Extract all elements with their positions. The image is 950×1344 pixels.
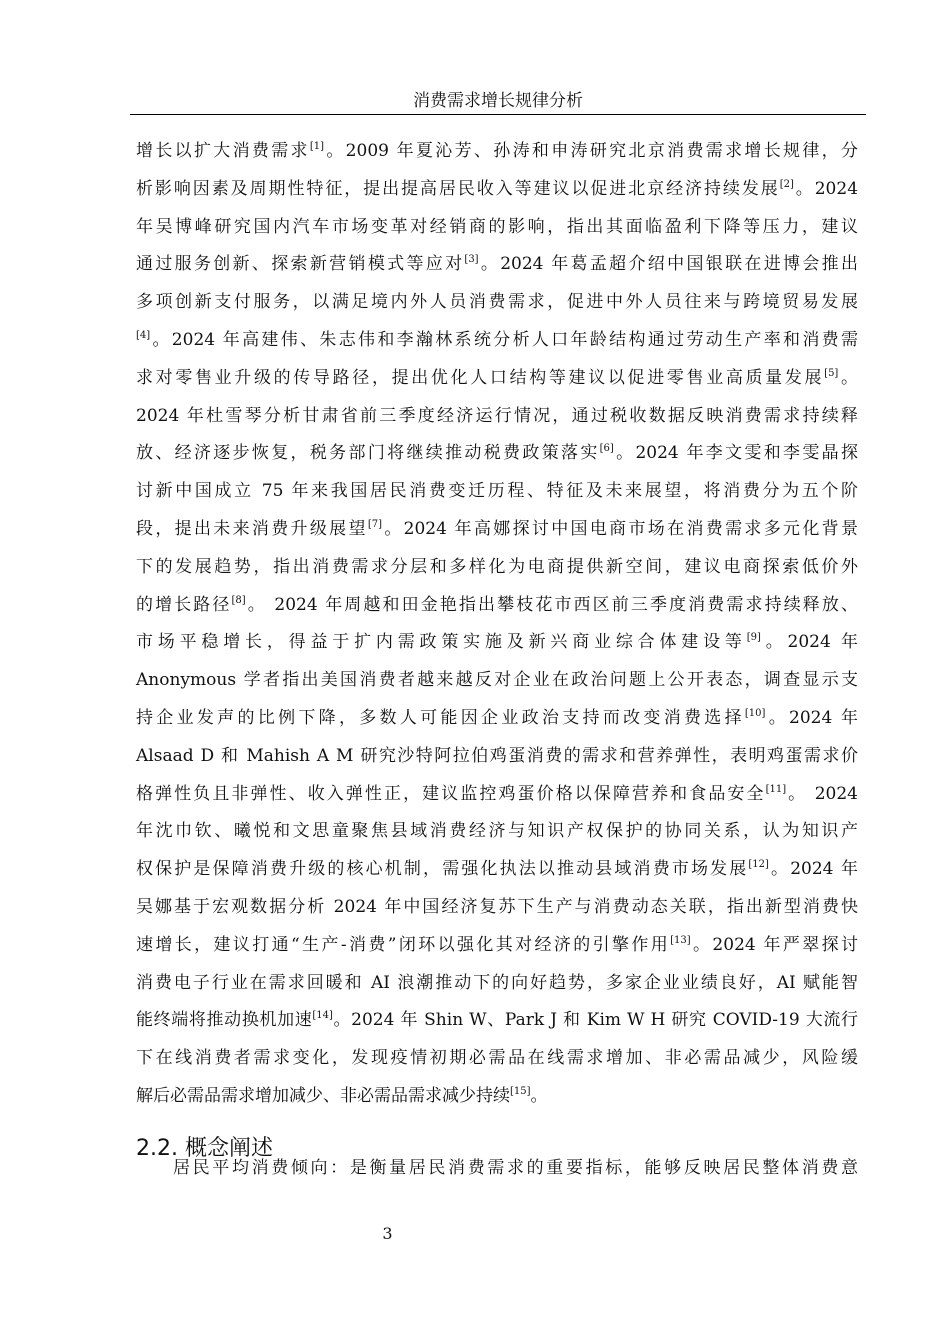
body-line [136, 813, 858, 851]
body-line-text: 增长以扩大消费需求 [136, 141, 310, 161]
body-line [136, 1040, 858, 1078]
body-line [136, 624, 858, 662]
body-line-text: 求对零售业升级的传导路径，提出优化人口结构等建议以促进零售业高质量发展 [136, 367, 825, 388]
body-line-tail: 。2024 年葛孟超介绍中国银联在进博会推出 [478, 254, 858, 275]
body-line-text: 解后必需品需求增加减少、非必需品需求减少持续 [136, 1085, 510, 1106]
citation-ref: [6] [599, 443, 614, 455]
body-line-text: 能终端将推动换机加速 [136, 1010, 313, 1031]
body-line [136, 1002, 858, 1040]
body-line-text: 析影响因素及周期性特征，提出提高居民收入等建议以促进北京经济持续发展 [136, 178, 780, 199]
running-header: 消费需求增长规律分析 [413, 91, 583, 111]
citation-ref: [13] [670, 934, 691, 946]
body-line-tail: 。2024 [793, 178, 859, 199]
body-line [136, 435, 858, 473]
body-line-text: 年沈巾钦、曦悦和文思童聚焦县域消费经济与知识产权保护的协同关系，认为知识产 [136, 821, 858, 842]
body-line [136, 549, 858, 587]
body-line-text: 市场平稳增长，得益于扩内需政策实施及新兴商业综合体建设等 [136, 632, 747, 653]
body-line-text: 权保护是保障消费升级的核心机制，需强化执法以推动县域消费市场发展 [136, 859, 749, 880]
body-line-tail: 。2024 年 [768, 859, 859, 880]
body-line-tail: 。2024 年 [765, 707, 858, 728]
citation-ref: [11] [765, 783, 787, 795]
body-line-text: 段，提出未来消费升级展望 [136, 518, 368, 539]
body-line [136, 889, 858, 927]
body-line [136, 587, 858, 625]
citation-ref: [1] [309, 141, 325, 152]
section-heading: 2.2. 概念阐述 [136, 1136, 273, 1162]
body-line-text: 吴娜基于宏观数据分析 2024 年中国经济复苏下生产与消费动态关联，指出新型消费快 [136, 896, 858, 917]
body-line-tail: 。 2024 年周越和田金艳指出攀枝花市西区前三季度消费需求持续释放、 [245, 594, 859, 615]
body-line-text: Anonymous 学者指出美国消费者越来越反对企业在政治问题上公开表态，调查显示支 [136, 670, 858, 691]
body-line [136, 171, 858, 209]
body-line [136, 360, 858, 398]
header-rule [130, 114, 866, 115]
body-paragraph [136, 133, 858, 1116]
body-line-text: 格弹性负且非弹性、收入弹性正，建议监控鸡蛋价格以保障营养和食品安全 [136, 783, 766, 804]
body-line-tail: 。2024 年高建伟、朱志伟和李瀚林系统分析人口年龄结构通过劳动生产率和消费需 [150, 329, 858, 350]
body-line [136, 662, 858, 700]
citation-ref: [15] [510, 1085, 531, 1097]
body-line-tail: 。2024 年 Shin W、Park J 和 Kim W H 研究 COVID-19 大流行 [332, 1010, 859, 1031]
citation-ref: [8] [231, 594, 246, 606]
body-line-text: 放、经济逐步恢复，税务部门将继续推动税费政策落实 [136, 443, 600, 464]
body-line-text: 下在线消费者需求变化，发现疫情初期必需品在线需求增加、非必需品减少，风险缓 [136, 1048, 858, 1069]
body-line [136, 851, 858, 889]
body-line-text: 讨新中国成立 75 年来我国居民消费变迁历程、特征及未来展望，将消费分为五个阶 [136, 481, 858, 502]
body-line-text: 的增长路径 [136, 594, 232, 615]
body-line-text: 持企业发声的比例下降，多数人可能因企业政治支持而改变消费选择 [136, 707, 745, 728]
body-line [136, 700, 858, 738]
body-line-text: 通过服务创新、探索新营销模式等应对 [136, 254, 465, 275]
body-line [136, 246, 858, 284]
body-line-tail: 。2009 年夏沁芳、孙涛和申涛研究北京消费需求增长规律，分 [324, 141, 859, 161]
body-line [136, 927, 858, 965]
citation-ref: [3] [464, 254, 479, 266]
citation-ref: [14] [312, 1010, 333, 1022]
body-line-text: Alsaad D 和 Mahish A M 研究沙特阿拉伯鸡蛋消费的需求和营养弹性，表明鸡蛋需求价 [136, 745, 858, 766]
body-line-tail: 。 2024 [786, 783, 858, 804]
body-line-tail: 。2024 年高娜探讨中国电商市场在消费需求多元化背景 [382, 518, 858, 539]
body-line-text: 下的发展趋势，指出消费需求分层和多样化为电商提供新空间，建议电商探索低价外 [136, 556, 858, 577]
citation-ref: [9] [746, 632, 761, 644]
citation-ref: [10] [744, 707, 766, 719]
body-line [136, 965, 858, 1003]
body-line-text: 消费电子行业在需求回暖和 AI 浪潮推动下的向好趋势，多家企业业绩良好，AI 赋能智 [136, 972, 858, 993]
body-line-tail: 。2024 年 [760, 632, 859, 653]
body-line [136, 209, 858, 247]
body-line [136, 738, 858, 776]
body-line [136, 1078, 858, 1116]
body-line-tail: 。2024 年严翠探讨 [690, 934, 858, 955]
body-line [136, 398, 858, 436]
body-line-text: 速增长，建议打通“生产-消费”闭环以强化其对经济的引擎作用 [136, 934, 671, 955]
citation-ref: [5] [824, 367, 839, 379]
body-line [136, 322, 858, 360]
citation-ref: [2] [779, 178, 794, 190]
body-line-tail: 。 [530, 1085, 548, 1106]
section-paragraph: 居民平均消费倾向：是衡量居民消费需求的重要指标，能够反映居民整体消费意 [173, 1158, 858, 1178]
body-line-tail: 。 [838, 367, 859, 388]
body-line [136, 511, 858, 549]
body-line-text: 年吴博峰研究国内汽车市场变革对经销商的影响，指出其面临盈利下降等压力，建议 [136, 216, 858, 237]
body-line-tail: 。2024 年李文雯和李雯晶探 [613, 443, 859, 464]
body-line-text: 多项创新支付服务，以满足境内外人员消费需求，促进中外人员往来与跨境贸易发展 [136, 292, 858, 313]
body-line [136, 473, 858, 511]
citation-ref: [12] [748, 859, 769, 871]
citation-ref: [7] [367, 518, 382, 530]
body-line [136, 284, 858, 322]
body-line-text: 2024 年杜雪琴分析甘肃省前三季度经济运行情况，通过税收数据反映消费需求持续释 [136, 405, 858, 426]
body-line [136, 776, 858, 814]
body-line [136, 133, 858, 171]
page-number: 3 [382, 1224, 393, 1243]
citation-ref: [4] [136, 329, 151, 341]
